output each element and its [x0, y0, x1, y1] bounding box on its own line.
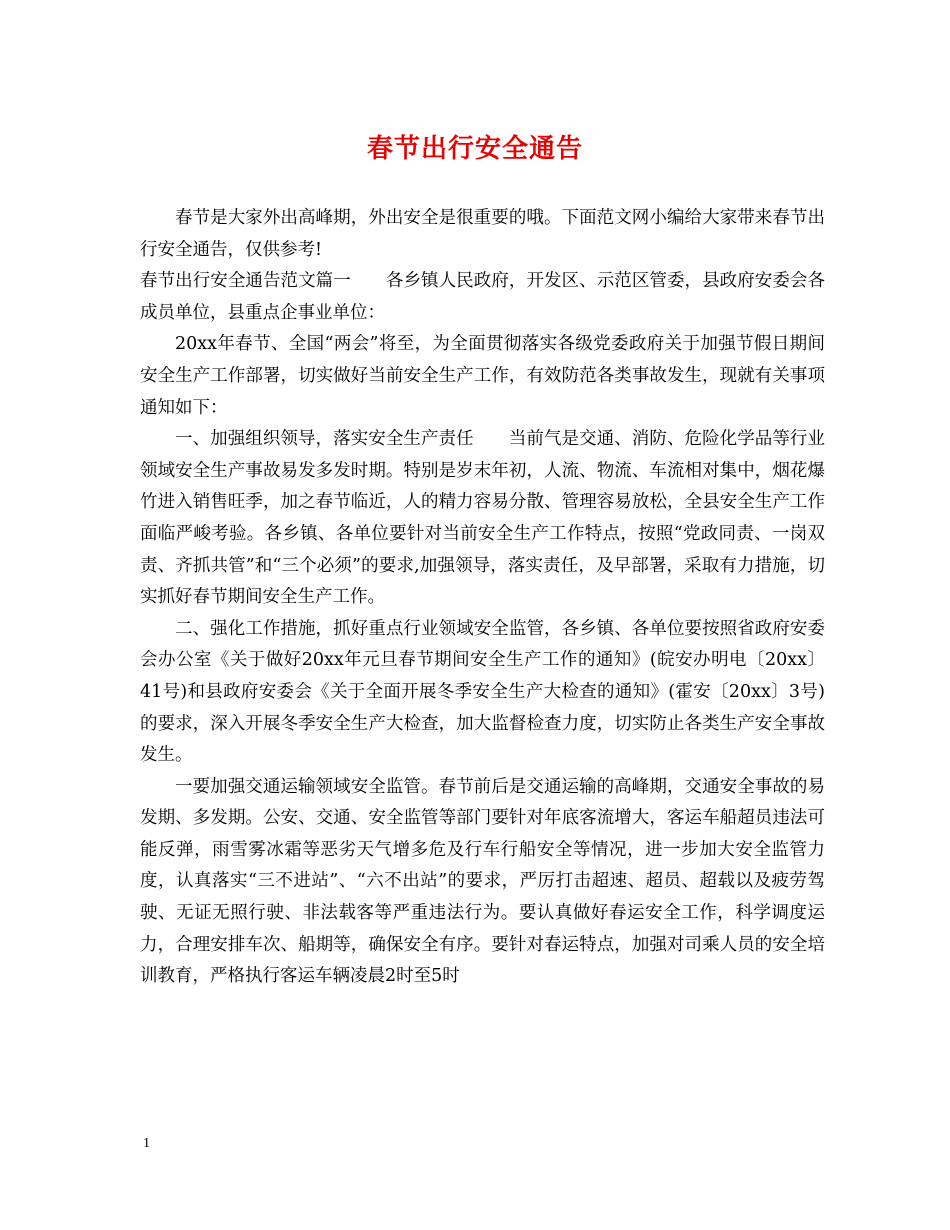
paragraph-preamble: 20xx年春节、全国“两会”将至，为全面贯彻落实各级党委政府关于加强节假日期间安全生产工作部署，切实做好当前安全生产工作，有效防范各类事故发生，现就有关事项通知如下： — [140, 334, 825, 418]
document-title: 春节出行安全通告 — [366, 134, 583, 164]
paragraph-traffic-supervision: 一要加强交通运输领域安全监管。春节前后是交通运输的高峰期，交通安全事故的易发期、多发期。公安、交通、安全监管等部门要针对年底客流增大，客运车船超员违法可能反弹，雨雪雾冰霜等恶劣天气增多危及行车行船安全等情况，进一步加大安全监管力度，认真落实“三不进站”、“六不出站”的要求，严厉打击超速、超员、超载以及疲劳驾驶、无证无照行驶、非法载客等严重违法行为。要认真做好春运安全工作，科学调度运力，合理安排车次、船期等，确保安全有序。要针对春运特点，加强对司乘人员的安全培训教育，严格执行客运车辆凌晨2时至5时 — [140, 776, 825, 987]
paragraph-intro: 春节是大家外出高峰期，外出安全是很重要的哦。下面范文网小编给大家带来春节出行安全通告，仅供参考! — [140, 208, 825, 260]
page-number: 1 — [143, 1136, 150, 1151]
paragraph-section-two: 二、强化工作措施，抓好重点行业领域安全监管，各乡镇、各单位要按照省政府安委会办公室《关于做好20xx年元旦春节期间安全生产工作的通知》(皖安办明电〔20xx〕41号)和县政府安委会《关于全面开展冬季安全生产大检查的通知》(霍安〔20xx〕3号)的要求，深入开展冬季安全生产大检查，加大监督检查力度，切实防止各类生产安全事故发生。 — [140, 618, 825, 766]
paragraph-addressees: 春节出行安全通告范文篇一 各乡镇人民政府，开发区、示范区管委，县政府安委会各成员单位，县重点企事业单位： — [140, 271, 825, 323]
document-body — [140, 203, 825, 993]
paragraph-section-one: 一、加强组织领导，落实安全生产责任 当前气是交通、消防、危险化学品等行业领域安全生产事故易发多发时期。特别是岁末年初，人流、物流、车流相对集中，烟花爆竹进入销售旺季，加之春节临近，人的精力容易分散、管理容易放松，全县安全生产工作面临严峻考验。各乡镇、各单位要针对当前安全生产工作特点，按照“党政同责、一岗双责、齐抓共管”和“三个必须”的要求,加强领导，落实责任，及早部署，采取有力措施，切实抓好春节期间安全生产工作。 — [140, 429, 825, 608]
